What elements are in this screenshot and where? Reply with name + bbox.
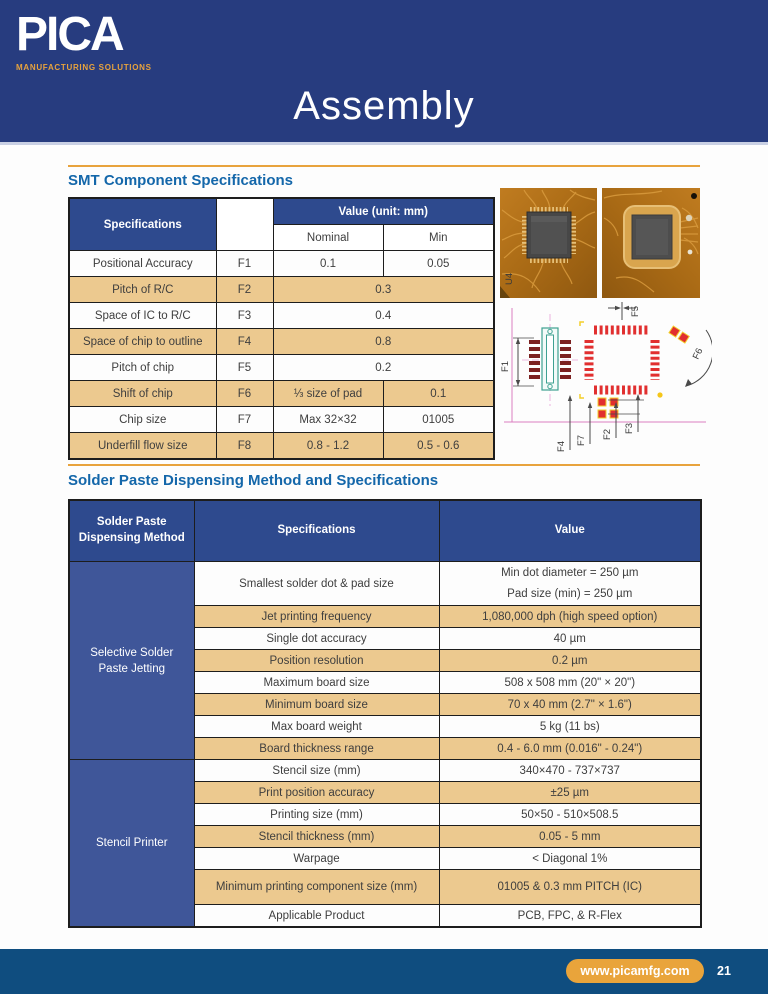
spec-cell: Board thickness range <box>194 738 439 760</box>
dispensing-spec-table <box>68 499 702 928</box>
spec-cell: Applicable Product <box>194 905 439 927</box>
smt-spec-cell: Chip size <box>69 407 216 433</box>
smt-code-cell: F3 <box>216 303 273 329</box>
value-cell: 0.2 µm <box>439 650 701 672</box>
smt-spec-cell: Shift of chip <box>69 381 216 407</box>
qfp-footprint-pads <box>589 330 655 390</box>
spec-cell: Print position accuracy <box>194 782 439 804</box>
underfilled-chip-photo <box>602 188 700 298</box>
spec-cell: Single dot accuracy <box>194 628 439 650</box>
spec-cell: Printing size (mm) <box>194 804 439 826</box>
dispense-row <box>69 562 701 606</box>
smt-min-cell: 0.1 <box>383 381 494 407</box>
col-value: Value <box>439 500 701 562</box>
smt-row <box>69 251 494 277</box>
dim-label-f6: F6 <box>690 346 706 362</box>
page-number: 21 <box>717 964 731 978</box>
spec-cell: Warpage <box>194 848 439 870</box>
smt-col-code <box>216 198 273 251</box>
method-cell: Selective Solder Paste Jetting <box>69 562 194 760</box>
smt-nominal-cell: ⅓ size of pad <box>273 381 383 407</box>
spec-cell: Maximum board size <box>194 672 439 694</box>
spec-cell: Position resolution <box>194 650 439 672</box>
smt-row <box>69 329 494 355</box>
value-cell: 0.4 - 6.0 mm (0.016" - 0.24") <box>439 738 701 760</box>
logo-wordmark: PICA <box>16 8 123 61</box>
smt-row <box>69 433 494 460</box>
smt-spec-cell: Positional Accuracy <box>69 251 216 277</box>
page-title: Assembly <box>293 84 475 128</box>
smt-nominal-cell: 0.1 <box>273 251 383 277</box>
value-cell: < Diagonal 1% <box>439 848 701 870</box>
value-cell: 70 x 40 mm (2.7" × 1.6") <box>439 694 701 716</box>
spec-cell: Stencil thickness (mm) <box>194 826 439 848</box>
smt-row <box>69 381 494 407</box>
section-divider <box>68 464 700 466</box>
photo-ref-label: U4 <box>504 272 515 285</box>
value-cell: 508 x 508 mm (20" × 20") <box>439 672 701 694</box>
dispense-row <box>69 760 701 782</box>
dim-label-f3: F3 <box>624 422 635 434</box>
value-cell: 40 µm <box>439 628 701 650</box>
smt-section-heading: SMT Component Specifications <box>68 172 294 189</box>
value-cell: PCB, FPC, & R-Flex <box>439 905 701 927</box>
smt-code-cell: F7 <box>216 407 273 433</box>
footer-bar <box>0 949 768 994</box>
dim-label-f7: F7 <box>576 434 587 446</box>
header-banner <box>0 0 768 145</box>
section-divider <box>68 165 700 167</box>
smt-spec-cell: Pitch of chip <box>69 355 216 381</box>
dispensing-section-heading: Solder Paste Dispensing Method and Specifications <box>68 472 439 489</box>
smt-code-cell: F8 <box>216 433 273 460</box>
spec-cell: Max board weight <box>194 716 439 738</box>
smt-code-cell: F4 <box>216 329 273 355</box>
value-cell: Min dot diameter = 250 µm Pad size (min) = 250 µm <box>439 562 701 606</box>
smt-row <box>69 277 494 303</box>
smt-min-cell: 0.05 <box>383 251 494 277</box>
dim-label-f2: F2 <box>602 428 613 440</box>
spec-cell: Minimum printing component size (mm) <box>194 870 439 905</box>
smt-code-cell: F1 <box>216 251 273 277</box>
col-specifications: Specifications <box>194 500 439 562</box>
value-cell: 0.05 - 5 mm <box>439 826 701 848</box>
smt-component-table <box>68 197 495 460</box>
smt-value-cell: 0.4 <box>273 303 494 329</box>
smt-row <box>69 303 494 329</box>
smt-row <box>69 407 494 433</box>
col-method: Solder Paste Dispensing Method <box>69 500 194 562</box>
website-link[interactable]: www.picamfg.com <box>566 959 704 983</box>
dim-label-f1: F1 <box>500 360 511 372</box>
smt-row <box>69 355 494 381</box>
spec-cell: Stencil size (mm) <box>194 760 439 782</box>
spec-cell: Minimum board size <box>194 694 439 716</box>
pica-logo <box>16 10 152 72</box>
chip-on-flex-photo <box>500 188 597 298</box>
logo-tagline: MANUFACTURING SOLUTIONS <box>16 63 152 73</box>
smt-nominal-cell: Max 32×32 <box>273 407 383 433</box>
smt-value-cell: 0.2 <box>273 355 494 381</box>
smt-code-cell: F2 <box>216 277 273 303</box>
smt-nominal-cell: 0.8 - 1.2 <box>273 433 383 460</box>
spec-cell: Jet printing frequency <box>194 606 439 628</box>
value-cell: 50×50 - 510×508.5 <box>439 804 701 826</box>
value-cell: 01005 & 0.3 mm PITCH (IC) <box>439 870 701 905</box>
smt-col-specifications: Specifications <box>69 198 216 251</box>
smt-code-cell: F6 <box>216 381 273 407</box>
value-cell: 1,080,000 dph (high speed option) <box>439 606 701 628</box>
smt-code-cell: F5 <box>216 355 273 381</box>
value-cell: 5 kg (11 bs) <box>439 716 701 738</box>
method-cell: Stencil Printer <box>69 760 194 927</box>
smt-min-cell: 0.5 - 0.6 <box>383 433 494 460</box>
value-cell: 340×470 - 737×737 <box>439 760 701 782</box>
dim-label-f5: F5 <box>630 305 641 317</box>
value-cell: ±25 µm <box>439 782 701 804</box>
smt-col-min: Min <box>383 225 494 251</box>
smt-spec-cell: Underfill flow size <box>69 433 216 460</box>
smt-value-cell: 0.3 <box>273 277 494 303</box>
smt-col-value: Value (unit: mm) <box>273 198 494 225</box>
smt-value-cell: 0.8 <box>273 329 494 355</box>
footprint-diagram <box>498 300 712 456</box>
dim-label-f4: F4 <box>556 440 567 452</box>
smt-spec-cell: Space of IC to R/C <box>69 303 216 329</box>
smt-header-row-1 <box>69 198 494 225</box>
smt-min-cell: 01005 <box>383 407 494 433</box>
dispense-header-row <box>69 500 701 562</box>
spec-cell: Smallest solder dot & pad size <box>194 562 439 606</box>
smt-spec-cell: Pitch of R/C <box>69 277 216 303</box>
smt-spec-cell: Space of chip to outline <box>69 329 216 355</box>
smt-col-nominal: Nominal <box>273 225 383 251</box>
tilted-pads <box>669 326 689 343</box>
